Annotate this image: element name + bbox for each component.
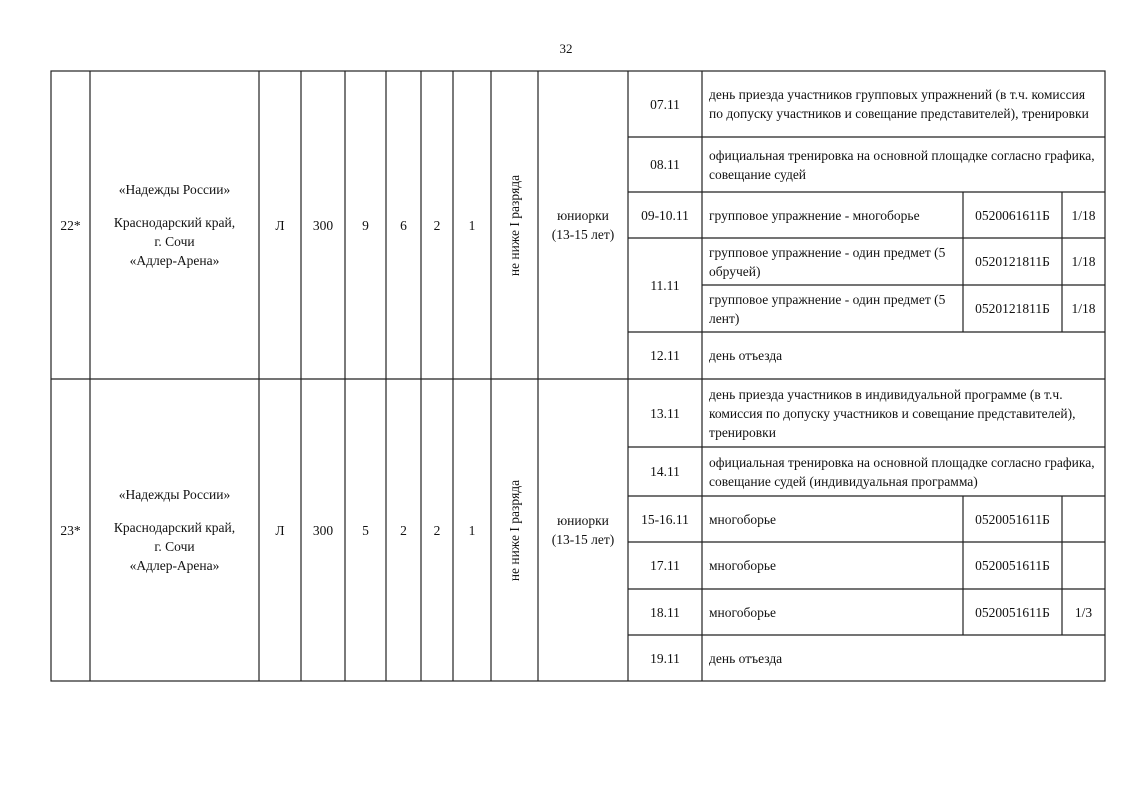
schedule-description: многоборье: [709, 604, 776, 620]
schedule-date: 17.11: [650, 558, 680, 573]
event-fraction: 1/18: [1071, 301, 1096, 316]
page-number: 32: [559, 41, 573, 56]
schedule-date: 09-10.11: [641, 207, 689, 223]
event-code: 0520051611Б: [975, 604, 1050, 620]
event-fraction: 1/18: [1071, 254, 1096, 269]
rank-requirement: не ниже I разряда: [507, 479, 523, 581]
event-code: 0520121811Б: [975, 254, 1050, 269]
count-cell: 2: [433, 522, 441, 538]
venue: «Адлер-Арена»: [129, 558, 220, 573]
count-cell: 5: [362, 522, 369, 538]
age-group: юниорки (13-15 лет): [551, 513, 615, 547]
schedule-date: 13.11: [650, 405, 680, 421]
schedule-description: групповое упражнение - многоборье: [709, 207, 920, 223]
city: г. Сочи: [154, 234, 195, 249]
schedule-description: многоборье: [709, 558, 776, 573]
schedule-date: 14.11: [650, 464, 680, 479]
schedule-description: официальная тренировка на основной площадке согласно графика, совещание судей (индивидуальная программа): [709, 454, 1095, 489]
count-cell: 1: [468, 217, 476, 233]
participants-total: 300: [312, 522, 334, 538]
event-name: «Надежды России»: [118, 487, 231, 502]
count-cell: 1: [468, 522, 476, 538]
venue-cell: [90, 379, 259, 681]
letter-cell: Л: [275, 522, 285, 538]
region: Краснодарский край,: [113, 520, 236, 535]
row-number: 23*: [60, 522, 81, 538]
count-cell: 6: [400, 217, 407, 233]
event-code: 0520051611Б: [975, 511, 1050, 527]
age-group: юниорки (13-15 лет): [551, 208, 615, 242]
letter-cell: Л: [275, 217, 285, 233]
count-cell: 2: [433, 217, 441, 233]
venue-cell: [90, 71, 259, 379]
schedule-description: многоборье: [709, 511, 776, 527]
schedule-date: 07.11: [650, 96, 680, 112]
schedule-description: день приезда участников групповых упражнений (в т.ч. комиссия по допуску участников и совещание представителей), тренировки: [709, 87, 1089, 121]
rank-requirement: не ниже I разряда: [507, 174, 523, 276]
venue: «Адлер-Арена»: [129, 253, 220, 268]
schedule-description: день отъезда: [709, 650, 783, 666]
schedule-date: 11.11: [650, 277, 680, 293]
event-code: 0520051611Б: [975, 558, 1050, 573]
event-code: 0520061611Б: [975, 207, 1050, 223]
event-code: 0520121811Б: [975, 301, 1050, 316]
event-fraction: [1062, 542, 1105, 589]
schedule-description: групповое упражнение - один предмет (5 обручей): [709, 244, 946, 279]
schedule-description: день отъезда: [709, 348, 783, 363]
region: Краснодарский край,: [113, 215, 236, 230]
event-fraction: 1/3: [1074, 604, 1093, 620]
schedule-description: официальная тренировка на основной площадке согласно графика, совещание судей: [709, 147, 1095, 182]
schedule-date: 12.11: [650, 348, 680, 363]
schedule-description: групповое упражнение - один предмет (5 лент): [709, 291, 946, 326]
count-cell: 9: [362, 217, 369, 233]
event-name: «Надежды России»: [118, 182, 231, 197]
city: г. Сочи: [154, 539, 195, 554]
event-fraction: [1062, 496, 1105, 542]
count-cell: 2: [400, 522, 407, 538]
schedule-date: 18.11: [650, 604, 680, 620]
event-fraction: 1/18: [1071, 207, 1096, 223]
participants-total: 300: [312, 217, 334, 233]
schedule-description: день приезда участников в индивидуальной программе (в т.ч. комиссия по допуску участников и совещание представителей), тренировки: [709, 386, 1076, 440]
schedule-date: 08.11: [650, 157, 680, 172]
schedule-date: 15-16.11: [641, 511, 689, 527]
row-number: 22*: [60, 217, 81, 233]
schedule-date: 19.11: [650, 650, 680, 666]
